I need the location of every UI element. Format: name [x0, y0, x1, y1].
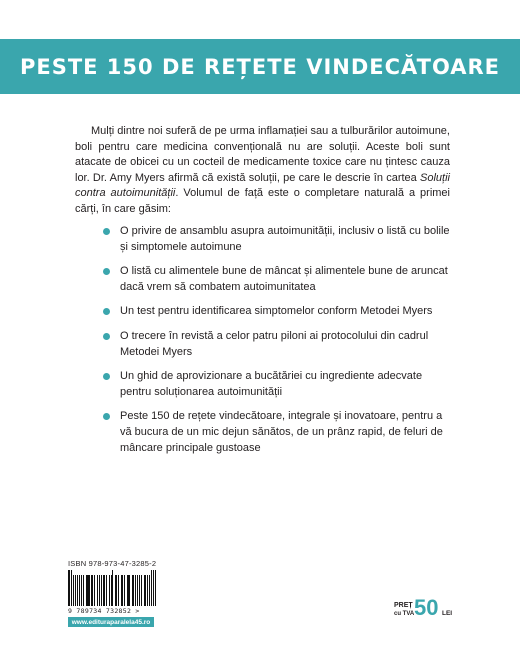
- intro-book-title: Soluții contra autoimunității: [75, 171, 450, 200]
- barcode-image: [68, 570, 156, 606]
- barcode-bar: [83, 575, 84, 606]
- list-item: [100, 264, 455, 295]
- price-value: 50: [414, 595, 439, 620]
- list-item-text: O listă cu alimentele bune de mâncat și alimentele bune de aruncat dacă vrem să combatem autoimunitatea: [120, 265, 448, 293]
- barcode-bar: [99, 575, 100, 606]
- barcode-bar: [141, 575, 143, 606]
- barcode-bar: [112, 570, 113, 606]
- barcode-bar: [133, 575, 134, 606]
- barcode-bar: [104, 575, 105, 606]
- barcode-bar: [71, 570, 72, 606]
- barcode-bar: [145, 575, 146, 606]
- title-banner: [0, 39, 520, 94]
- list-item-text: Peste 150 de rețete vindecătoare, integrale și inovatoare, pentru a vă bucura de un mic dejun sănătos, de un prânz rapid, de feluri de mâncare principale gustoase: [120, 410, 443, 454]
- barcode-bar: [101, 575, 102, 606]
- barcode-bar: [122, 575, 123, 606]
- barcode-bar: [135, 575, 136, 606]
- barcode-bar: [139, 575, 140, 606]
- list-item: [100, 224, 455, 255]
- price-label: PREȚ: [394, 602, 413, 609]
- barcode-bar: [88, 575, 89, 606]
- barcode-block: [68, 559, 156, 627]
- contents-list: [100, 224, 455, 465]
- list-item-text: Un test pentru identificarea simptomelor conform Metodei Myers: [120, 305, 433, 318]
- barcode-bar: [155, 570, 156, 606]
- list-item-text: O privire de ansamblu asupra autoimunității, inclusiv o listă cu bolile și simptomele autoimune: [120, 225, 450, 253]
- bullet-dot-icon: [103, 373, 110, 380]
- barcode-bar: [92, 575, 93, 606]
- barcode-bar: [81, 575, 82, 606]
- list-item-text: O trecere în revistă a celor patru piloni ai protocolului din cadrul Metodei Myers: [120, 329, 429, 358]
- barcode-digits: 9 789734 732852 >: [68, 607, 140, 615]
- intro-text-after: . Volumul de față este o completare naturală a primei cărți, în care găsim:: [75, 187, 450, 215]
- list-item: [100, 329, 455, 360]
- barcode-bar: [94, 575, 95, 606]
- barcode-bar: [116, 575, 117, 606]
- bullet-dot-icon: [103, 228, 110, 235]
- barcode-bar: [147, 575, 148, 606]
- barcode-bar: [128, 575, 129, 606]
- barcode-bar: [87, 575, 88, 606]
- website-label: www.edituraparalela45.ro: [68, 617, 154, 627]
- price-sub-label: cu TVA: [394, 611, 415, 617]
- barcode-bar: [118, 575, 120, 606]
- banner-title: PESTE 150 DE REȚETE VINDECĂTOARE: [19, 54, 501, 79]
- barcode-bar: [124, 575, 125, 606]
- list-item-text: Un ghid de aprovizionare a bucătăriei cu ingrediente adecvate pentru soluționarea autoimunității: [120, 370, 423, 398]
- price-unit: LEI: [442, 610, 453, 617]
- price-tag: [394, 596, 454, 624]
- list-item: [100, 369, 455, 400]
- barcode-bar: [69, 570, 70, 606]
- barcode-bar: [153, 570, 154, 606]
- barcode-bar: [151, 570, 152, 606]
- bullet-dot-icon: [103, 333, 110, 340]
- bullet-dot-icon: [103, 308, 110, 315]
- barcode-bar: [129, 575, 130, 606]
- barcode-bar: [75, 575, 76, 606]
- intro-paragraph: [75, 124, 450, 218]
- intro-text-before: Mulți dintre noi suferă de pe urma inflamației sau a tulburărilor autoimune, boli pentru care medicina convențională nu are soluții. Aceste boli sunt atacate de obicei cu un cocteil de medicamente toxice care nu țintesc cauza lor. Dr. Amy Myers afirmă că există soluții, pe care le descrie în cartea: [75, 125, 450, 184]
- bullet-dot-icon: [103, 268, 110, 275]
- list-item: [100, 409, 455, 456]
- isbn-label: ISBN 978-973-47-3285-2: [68, 559, 157, 568]
- bullet-dot-icon: [103, 413, 110, 420]
- list-item: [100, 304, 455, 320]
- barcode-bar: [77, 575, 78, 606]
- barcode-bar: [111, 575, 112, 606]
- barcode-bar: [106, 575, 107, 606]
